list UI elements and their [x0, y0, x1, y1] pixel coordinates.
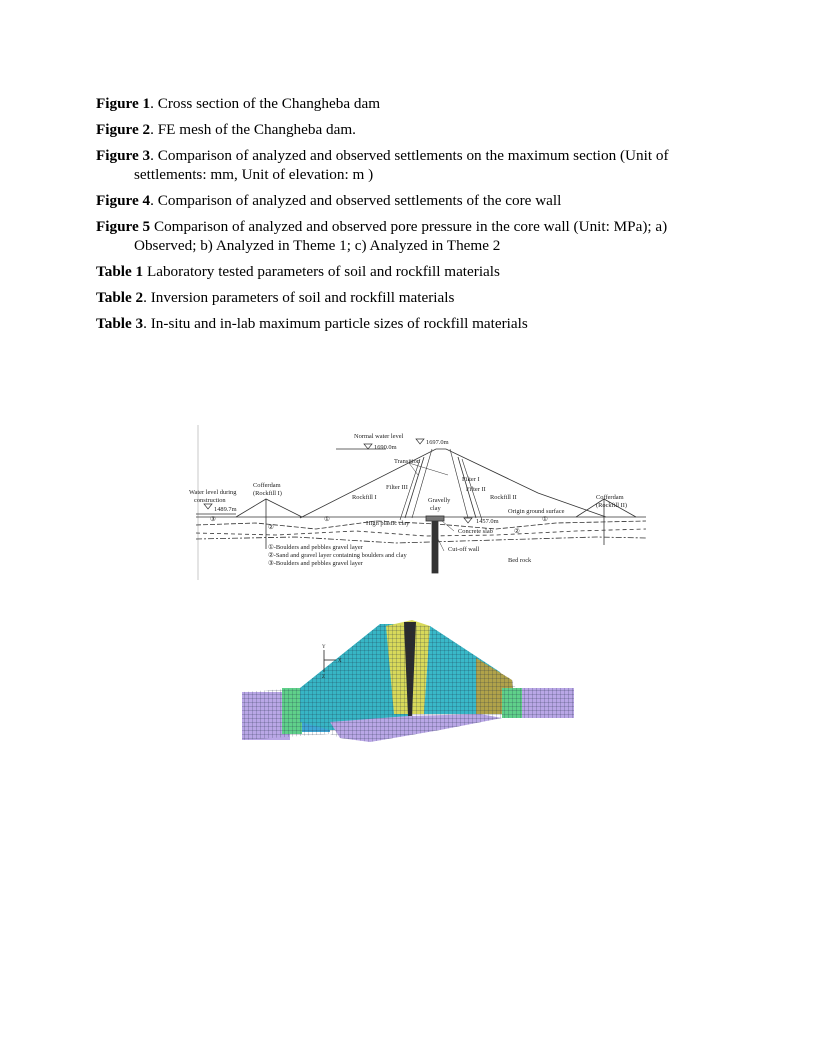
fe-mesh-figure: [240, 618, 576, 742]
bedrock-boundary: [196, 537, 646, 543]
label-construction-water: construction: [194, 497, 226, 504]
caption-label: Table 1: [96, 263, 144, 280]
label-crest-elevation: 1697.0m: [426, 439, 449, 446]
layer-marker: ③: [210, 516, 216, 523]
label-origin-ground: Origin ground surface: [508, 508, 565, 515]
label-normal-water-level: Normal water level: [354, 433, 404, 440]
label-cofferdam-right: Cofferdam: [596, 494, 624, 501]
layer-marker: ②: [268, 524, 274, 531]
caption-text: . In-situ and in-lab maximum particle sizes of rockfill materials: [143, 315, 528, 332]
elevation-marker-icon: [464, 518, 472, 523]
label-filter-2: Filter II: [466, 486, 486, 493]
dam-cross-section-figure: [189, 425, 648, 585]
caption-label: Figure 4: [96, 192, 151, 209]
cutoff-wall: [432, 518, 438, 573]
label-cofferdam-right: (Rockfill II): [596, 502, 628, 509]
caption-label: Table 2: [96, 289, 144, 306]
caption-table-1: [96, 262, 724, 281]
label-core: Gravelly: [428, 497, 451, 504]
label-cofferdam-left: Cofferdam: [253, 482, 281, 489]
axis-label-x: X: [338, 659, 342, 664]
caption-label: Figure 1: [96, 95, 151, 112]
caption-table-2: [96, 288, 724, 307]
caption-figure-2: [96, 120, 724, 139]
caption-list: [96, 94, 724, 340]
leader-line: [442, 521, 454, 531]
caption-figure-5: [96, 217, 724, 255]
caption-label: Figure 3: [96, 147, 151, 164]
label-rockfill-2: Rockfill II: [490, 494, 517, 501]
label-bed-rock: Bed rock: [508, 557, 532, 564]
water-level-icon: [364, 444, 372, 449]
label-high-plastic-clay: High plastic clay: [366, 520, 410, 527]
caption-text: Comparison of analyzed and observed pore pressure in the core wall (Unit: MPa); a): [150, 218, 668, 235]
label-base-elevation: 1457.0m: [476, 518, 499, 525]
legend-entry: ③-Boulders and pebbles gravel layer: [268, 560, 363, 567]
legend-entry: ①-Boulders and pebbles gravel layer: [268, 544, 363, 551]
caption-text: Laboratory tested parameters of soil and rockfill materials: [143, 263, 500, 280]
caption-text: . Cross section of the Changheba dam: [150, 95, 381, 112]
caption-continuation: settlements: mm, Unit of elevation: m ): [134, 166, 374, 183]
caption-figure-1: [96, 94, 724, 113]
label-core: clay: [430, 505, 441, 512]
caption-label: Figure 2: [96, 121, 151, 138]
caption-text: . Comparison of analyzed and observed settlements of the core wall: [150, 192, 562, 209]
layer-marker: ②: [514, 528, 520, 535]
caption-text: . Comparison of analyzed and observed settlements on the maximum section (Unit of: [150, 147, 669, 164]
label-cofferdam-left: (Rockfill I): [253, 490, 282, 497]
concrete-slab: [426, 516, 444, 521]
label-transition: Transition: [394, 458, 421, 465]
caption-figure-4: [96, 191, 724, 210]
label-filter-1: Filter I: [462, 476, 480, 483]
cofferdam-left: [236, 499, 302, 517]
caption-label: Table 3: [96, 315, 144, 332]
label-construction-water-elevation: 1489.7m: [214, 506, 237, 513]
layer-marker: ①: [324, 516, 330, 523]
layer-boundary: [196, 521, 646, 529]
layer-marker: ①: [542, 516, 548, 523]
label-filter-3: Filter III: [386, 484, 408, 491]
caption-label: Figure 5: [96, 218, 151, 235]
water-level-icon: [204, 504, 212, 509]
elevation-marker-icon: [416, 439, 424, 444]
axis-label-z: Z: [322, 675, 326, 680]
layer-boundary: [196, 529, 646, 536]
legend-entry: ②-Sand and gravel layer containing boulders and clay: [268, 552, 407, 559]
label-normal-water-elevation: 1690.0m: [374, 444, 397, 451]
label-cutoff-wall: Cut-off wall: [448, 546, 480, 553]
mesh-grid-overlay: [242, 624, 574, 742]
caption-text: . Inversion parameters of soil and rockfill materials: [143, 289, 455, 306]
label-construction-water: Water level during: [189, 489, 237, 496]
label-concrete-slab: Concrete slab: [458, 528, 493, 535]
caption-continuation: Observed; b) Analyzed in Theme 1; c) Analyzed in Theme 2: [134, 237, 501, 254]
axis-label-y: Y: [322, 645, 326, 650]
caption-text: . FE mesh of the Changheba dam.: [150, 121, 356, 138]
label-rockfill-1: Rockfill I: [352, 494, 377, 501]
caption-figure-3: [96, 146, 724, 184]
caption-table-3: [96, 314, 724, 333]
